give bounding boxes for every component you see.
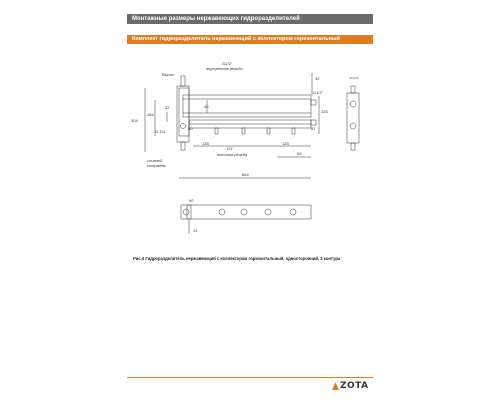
label-g12-top: G1/2": [222, 61, 233, 66]
page-header: Монтажные размеры нержавеющих гидроразделителей: [127, 14, 373, 24]
label-g14: G-1/4: [155, 129, 166, 134]
dim-90: 90: [189, 198, 194, 203]
zota-logo-icon: [332, 382, 339, 390]
dim-50: 50: [297, 151, 302, 156]
dim-67: 67: [311, 126, 316, 131]
dim-13: 13: [193, 228, 198, 233]
dim-135: 135: [202, 141, 209, 146]
label-drain: сливной: [147, 158, 163, 163]
label-g12-right: G1/2": [313, 90, 324, 95]
dim-284: 284: [147, 112, 154, 117]
label-internal-thread: внутренняя резьба: [206, 66, 243, 71]
dim-304: 304: [131, 118, 138, 123]
brand-logo: ZOTA: [340, 381, 369, 391]
dim-125-bottom: 125: [282, 141, 289, 146]
label-vent: Вынос: [162, 72, 174, 77]
dim-125-side: 125: [321, 109, 328, 114]
technical-drawing: [127, 50, 373, 250]
footer-divider: [127, 377, 373, 378]
dim-664: 664: [242, 172, 249, 177]
label-drain2: стержень: [147, 163, 167, 168]
dim-32-left: 32: [165, 105, 170, 110]
dim-80: 80: [188, 126, 193, 131]
label-g1-bottom: G1": [227, 146, 234, 151]
section-header: Комплект гидроразделитель нержавеющий с коллектором горизонтальный: [127, 35, 373, 44]
dim-32-right: 32: [315, 76, 320, 81]
figure-caption: Рис.4 Гидроразделитель нержавеющий с коллектором горизонтальный, односторонний, 3 контура: [133, 256, 341, 261]
label-external-thread: внешняя резьба: [217, 152, 248, 157]
dim-40: 40: [204, 104, 209, 109]
